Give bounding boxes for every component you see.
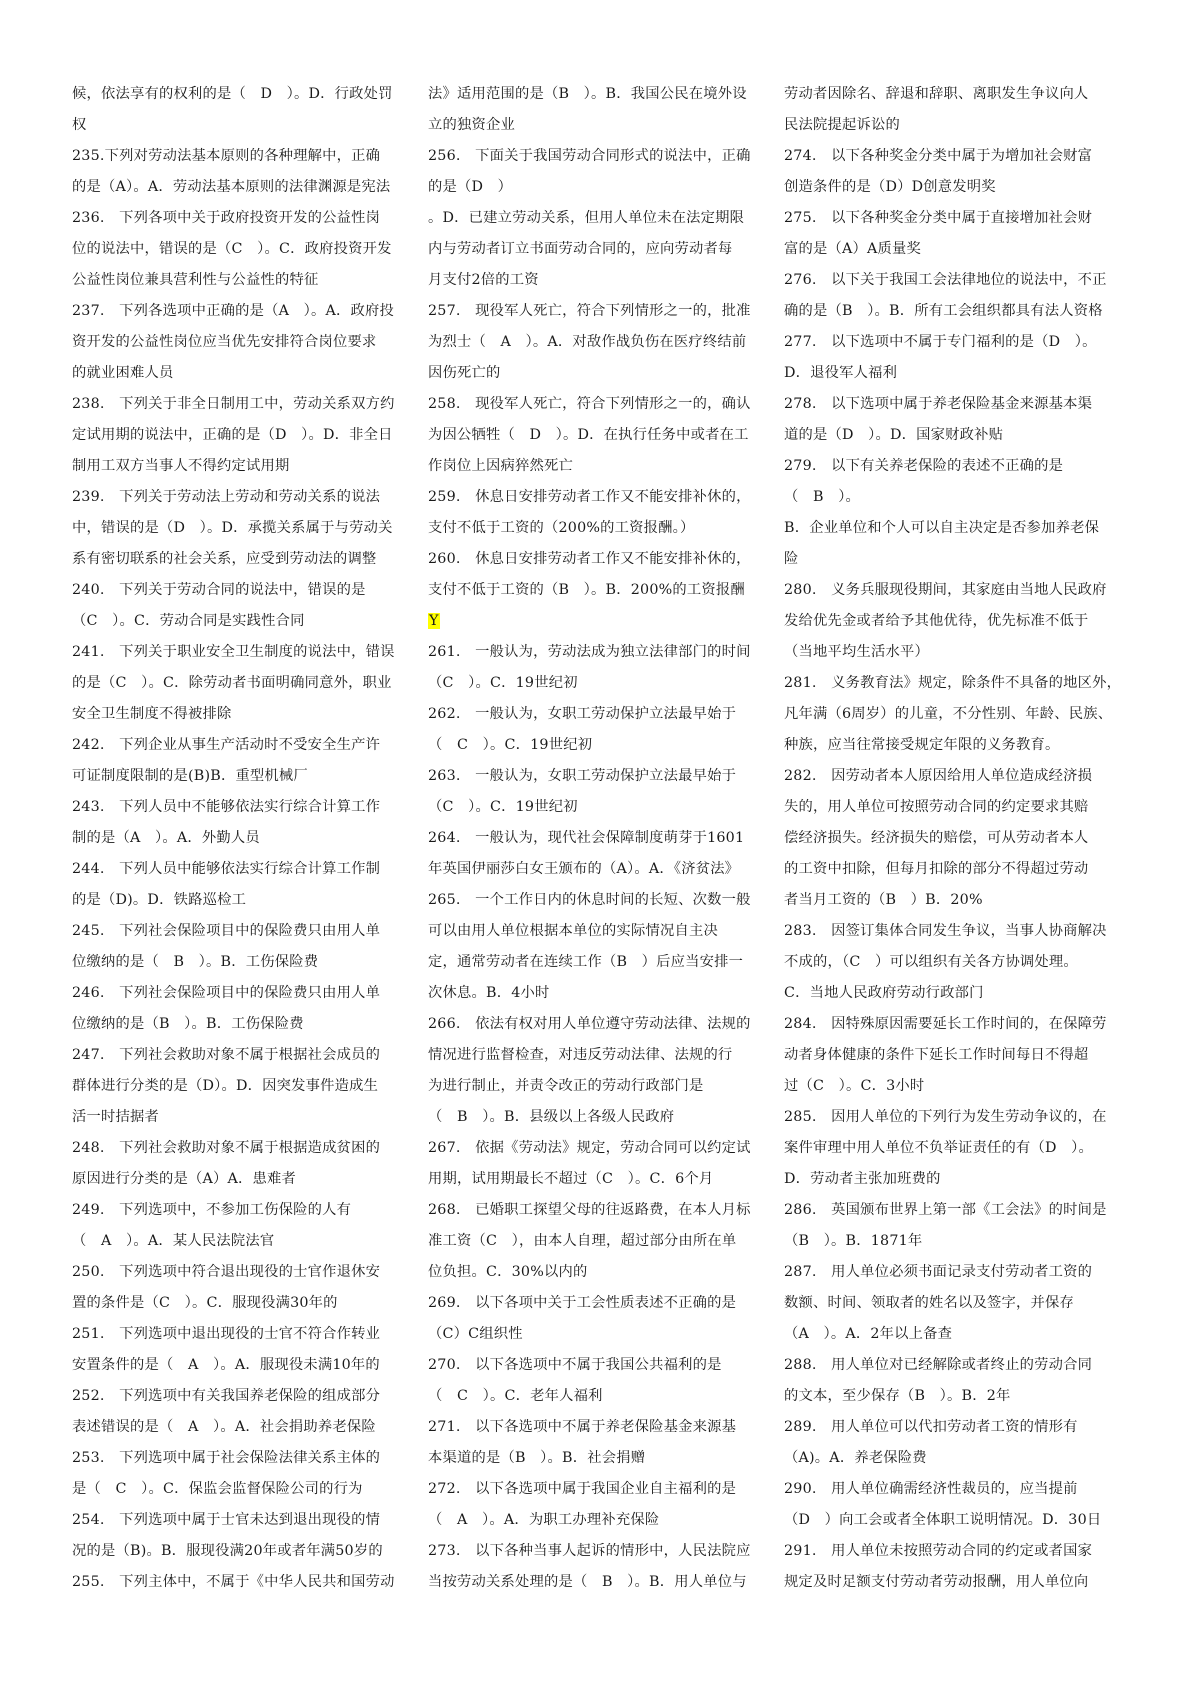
- text-line: 确的是（B ）。B．所有工会组织都具有法人资格: [784, 303, 1103, 319]
- text-line: 278. 以下选项中属于养老保险基金来源基本渠: [784, 396, 1093, 412]
- text-line: 案件审理中用人单位不负举证责任的有（D ）。: [784, 1140, 1093, 1156]
- text-line: 254. 下列选项中属于士官未达到退出现役的情: [72, 1512, 381, 1528]
- text-line: 为进行制止，并责令改正的劳动行政部门是: [428, 1078, 704, 1094]
- text-line: 的是（D ）: [428, 179, 513, 195]
- text-line: 偿经济损失。经济损失的赔偿，可从劳动者本人: [784, 830, 1089, 846]
- text-line: （A ）。A．2年以上备查: [784, 1326, 953, 1342]
- text-line: 支付不低于工资的（200%的工资报酬。）: [428, 520, 695, 536]
- text-line: 过（C ）。C．3小时: [784, 1078, 925, 1094]
- text-line: 251. 下列选项中退出现役的士官不符合作转业: [72, 1326, 381, 1342]
- text-line: 为烈士（ A ）。A．对敌作战负伤在医疗终结前: [428, 334, 747, 350]
- text-line: （C）C组织性: [428, 1326, 523, 1342]
- text-line: 系有密切联系的社会关系，应受到劳动法的调整: [72, 551, 377, 567]
- text-line: 270. 以下各选项中不属于我国公共福利的是: [428, 1357, 722, 1373]
- text-line: 265. 一个工作日内的休息时间的长短、次数一般: [428, 892, 751, 908]
- text-line: 241. 下列关于职业安全卫生制度的说法中，错误: [72, 644, 395, 660]
- text-line: 发给优先金或者给予其他优待，优先标准不低于: [784, 613, 1089, 629]
- text-line: 民法院提起诉讼的: [784, 117, 900, 133]
- text-line: 是（ C ）。C．保监会监督保险公司的行为: [72, 1481, 363, 1497]
- text-line: 262. 一般认为，女职工劳动保护立法最早始于: [428, 706, 737, 722]
- text-line: 279. 以下有关养老保险的表述不正确的是: [784, 458, 1064, 474]
- text-line: 263. 一般认为，女职工劳动保护立法最早始于: [428, 768, 737, 784]
- text-line: 。D．已建立劳动关系，但用人单位未在法定期限: [428, 210, 745, 226]
- text-line: 237. 下列各选项中正确的是（A ）。A．政府投: [72, 303, 394, 319]
- text-line: 235.下列对劳动法基本原则的各种理解中，正确: [72, 148, 381, 164]
- text-line: 创造条件的是（D）D创意发明奖: [784, 179, 996, 195]
- text-line: 236. 下列各项中关于政府投资开发的公益性岗: [72, 210, 381, 226]
- text-line: 不成的，（C ）可以组织有关各方协调处理。: [784, 954, 1078, 970]
- text-line: （当地平均生活水平）: [784, 644, 929, 660]
- text-line: D．退役军人福利: [784, 365, 898, 381]
- text-line: 287. 用人单位必须书面记录支付劳动者工资的: [784, 1264, 1093, 1280]
- text-line: 245. 下列社会保险项目中的保险费只由用人单: [72, 923, 381, 939]
- text-line: 位的说法中，错误的是（C ）。C．政府投资开发: [72, 241, 392, 257]
- text-line: 立的独资企业: [428, 117, 515, 133]
- text-line: 制用工双方当事人不得约定试用期: [72, 458, 290, 474]
- text-line: 劳动者因除名、辞退和辞职、离职发生争议向人: [784, 86, 1089, 102]
- text-line: 数额、时间、领取者的姓名以及签字，并保存: [784, 1295, 1074, 1311]
- text-line: 支付不低于工资的（B ）。B．200%的工资报酬: [428, 582, 745, 598]
- text-line: 公益性岗位兼具营利性与公益性的特征: [72, 272, 319, 288]
- text-line: D．劳动者主张加班费的: [784, 1171, 941, 1187]
- highlighted-mark: Y: [429, 613, 439, 629]
- text-line: 用期，试用期最长不超过（C ）。C．6个月: [428, 1171, 714, 1187]
- text-line: 原因进行分类的是（A）A．患难者: [72, 1171, 297, 1187]
- text-line: （C ）。C．劳动合同是实践性合同: [72, 613, 305, 629]
- text-line: 242. 下列企业从事生产活动时不受安全生产许: [72, 737, 381, 753]
- text-line: 255. 下列主体中，不属于《中华人民共和国劳动: [72, 1574, 395, 1590]
- text-column-right: [784, 79, 1131, 1598]
- text-line: 252. 下列选项中有关我国养老保险的组成部分: [72, 1388, 381, 1404]
- text-line: 置的条件是（C ）。C．服现役满30年的: [72, 1295, 338, 1311]
- text-line: 位负担。C．30%以内的: [428, 1264, 588, 1280]
- text-line: 富的是（A）A质量奖: [784, 241, 922, 257]
- text-line: 271. 以下各选项中不属于养老保险基金来源基: [428, 1419, 737, 1435]
- text-line: 280. 义务兵服现役期间，其家庭由当地人民政府: [784, 582, 1107, 598]
- text-line: 247. 下列社会救助对象不属于根据社会成员的: [72, 1047, 381, 1063]
- text-line: 制的是（A ）。A．外勤人员: [72, 830, 260, 846]
- text-line: 法》适用范围的是（B ）。B．我国公民在境外设: [428, 86, 747, 102]
- text-line: （ A ）。A．为职工办理补充保险: [428, 1512, 660, 1528]
- text-line: 282. 因劳动者本人原因给用人单位造成经济损: [784, 768, 1093, 784]
- text-line: 243. 下列人员中不能够依法实行综合计算工作: [72, 799, 381, 815]
- text-line: 为因公牺牲（ D ）。D．在执行任务中或者在工: [428, 427, 749, 443]
- text-line: 情况进行监督检查，对违反劳动法律、法规的行: [428, 1047, 733, 1063]
- text-line: 285. 因用人单位的下列行为发生劳动争议的，在: [784, 1109, 1107, 1125]
- text-line: 261. 一般认为，劳动法成为独立法律部门的时间: [428, 644, 751, 660]
- text-line: 当按劳动关系处理的是（ B ）。B．用人单位与: [428, 1574, 747, 1590]
- text-line: 244. 下列人员中能够依法实行综合计算工作制: [72, 861, 381, 877]
- text-line: 253. 下列选项中属于社会保险法律关系主体的: [72, 1450, 381, 1466]
- text-line: （ C ）。C．老年人福利: [428, 1388, 603, 1404]
- text-line: （D ）向工会或者全体职工说明情况。D．30日: [784, 1512, 1102, 1528]
- text-line: 的是（D)。D．铁路巡检工: [72, 892, 247, 908]
- text-line: 249. 下列选项中，不参加工伤保险的人有: [72, 1202, 352, 1218]
- text-line: 的工资中扣除，但每月扣除的部分不得超过劳动: [784, 861, 1089, 877]
- text-line: 260. 休息日安排劳动者工作又不能安排补休的，: [428, 551, 751, 567]
- text-line: 的是（C ）。C．除劳动者书面明确同意外，职业: [72, 675, 392, 691]
- text-line: 中，错误的是（D ）。D．承揽关系属于与劳动关: [72, 520, 393, 536]
- text-line: 权: [72, 117, 87, 133]
- text-line: 安置条件的是（ A ）。A．服现役未满10年的: [72, 1357, 380, 1373]
- text-line: 位缴纳的是（ B ）。B．工伤保险费: [72, 954, 319, 970]
- text-line: （ A ）。A．某人民法院法官: [72, 1233, 275, 1249]
- text-line: 定试用期的说法中，正确的是（D ）。D．非全日: [72, 427, 393, 443]
- text-line: 257. 现役军人死亡，符合下列情形之一的，批准: [428, 303, 751, 319]
- text-line: 可以由用人单位根据本单位的实际情况自主决: [428, 923, 718, 939]
- text-line: 可证制度限制的是(B)B．重型机械厂: [72, 768, 308, 784]
- text-line: 动者身体健康的条件下延长工作时间每日不得超: [784, 1047, 1089, 1063]
- text-line: 准工资（C ），由本人自理，超过部分由所在单: [428, 1233, 737, 1249]
- text-line: 者当月工资的（B ）B．20%: [784, 892, 983, 908]
- text-line: 290. 用人单位确需经济性裁员的，应当提前: [784, 1481, 1078, 1497]
- text-line: 种族，应当往常接受规定年限的义务教育。: [784, 737, 1060, 753]
- text-line: 286. 英国颁布世界上第一部《工会法》的时间是: [784, 1202, 1107, 1218]
- text-line: C．当地人民政府劳动行政部门: [784, 985, 984, 1001]
- text-line: 240. 下列关于劳动合同的说法中，错误的是: [72, 582, 366, 598]
- text-line: 288. 用人单位对已经解除或者终止的劳动合同: [784, 1357, 1093, 1373]
- text-line: 269. 以下各项中关于工会性质表述不正确的是: [428, 1295, 737, 1311]
- text-line: 的文本，至少保存（B ）。B．2年: [784, 1388, 1011, 1404]
- text-line: 候，依法享有的权利的是（ D ）。D．行政处罚: [72, 86, 393, 102]
- text-line: 的是（A）。A．劳动法基本原则的法律渊源是宪法: [72, 179, 391, 195]
- text-line: 246. 下列社会保险项目中的保险费只由用人单: [72, 985, 381, 1001]
- text-line: 资开发的公益性岗位应当优先安排符合岗位要求: [72, 334, 377, 350]
- text-column-left: [72, 79, 419, 1598]
- text-line: 248. 下列社会救助对象不属于根据造成贫困的: [72, 1140, 381, 1156]
- text-line: 道的是（D ）。D．国家财政补贴: [784, 427, 1004, 443]
- text-line: 作岗位上因病猝然死亡: [428, 458, 573, 474]
- text-line: （C ）。C．19世纪初: [428, 675, 578, 691]
- text-line: 256. 下面关于我国劳动合同形式的说法中，正确: [428, 148, 751, 164]
- text-line: 群体进行分类的是（D）。D．因突发事件造成生: [72, 1078, 379, 1094]
- text-line: 283. 因签订集体合同发生争议，当事人协商解决: [784, 923, 1107, 939]
- text-line: 281. 义务教育法》规定，除条件不具备的地区外，: [784, 675, 1122, 691]
- text-line: 250. 下列选项中符合退出现役的士官作退休安: [72, 1264, 381, 1280]
- text-line: 安全卫生制度不得被排除: [72, 706, 232, 722]
- text-line: 的就业困难人员: [72, 365, 174, 381]
- text-line: 291. 用人单位未按照劳动合同的约定或者国家: [784, 1543, 1093, 1559]
- text-line: 238. 下列关于非全日制用工中，劳动关系双方约: [72, 396, 395, 412]
- text-line: 定，通常劳动者在连续工作（B ）后应当安排一: [428, 954, 744, 970]
- text-line: （B ）。B．1871年: [784, 1233, 923, 1249]
- text-line: 239. 下列关于劳动法上劳动和劳动关系的说法: [72, 489, 381, 505]
- text-line: 284. 因特殊原因需要延长工作时间的，在保障劳: [784, 1016, 1107, 1032]
- text-line: 268. 已婚职工探望父母的往返路费，在本人月标: [428, 1202, 751, 1218]
- text-line: 凡年满（6周岁）的儿童，不分性别、年龄、民族、: [784, 706, 1113, 722]
- text-line: （ B ）。B．县级以上各级人民政府: [428, 1109, 675, 1125]
- text-line: 规定及时足额支付劳动者劳动报酬，用人单位向: [784, 1574, 1089, 1590]
- text-line: 276. 以下关于我国工会法律地位的说法中，不正: [784, 272, 1107, 288]
- text-line: 275. 以下各种奖金分类中属于直接增加社会财: [784, 210, 1093, 226]
- text-line: 本渠道的是（B ）。B．社会捐赠: [428, 1450, 646, 1466]
- text-line: 273. 以下各种当事人起诉的情形中，人民法院应: [428, 1543, 751, 1559]
- text-line: B．企业单位和个人可以自主决定是否参加养老保: [784, 520, 1100, 536]
- text-column-middle: [428, 79, 775, 1598]
- text-line: 264. 一般认为，现代社会保障制度萌芽于1601: [428, 830, 745, 846]
- text-line: 活一时拮据者: [72, 1109, 159, 1125]
- text-line: 位缴纳的是（B ）。B．工伤保险费: [72, 1016, 304, 1032]
- text-line: 274. 以下各种奖金分类中属于为增加社会财富: [784, 148, 1093, 164]
- text-line: 277. 以下选项中不属于专门福利的是（D ）。: [784, 334, 1097, 350]
- text-line: （A)。A．养老保险费: [784, 1450, 927, 1466]
- text-line: （C ）。C．19世纪初: [428, 799, 578, 815]
- text-line: 266. 依法有权对用人单位遵守劳动法律、法规的: [428, 1016, 751, 1032]
- text-line: 267. 依据《劳动法》规定，劳动合同可以约定试: [428, 1140, 751, 1156]
- text-line: [428, 606, 775, 637]
- text-line: 289. 用人单位可以代扣劳动者工资的情形有: [784, 1419, 1078, 1435]
- text-line: 258. 现役军人死亡，符合下列情形之一的，确认: [428, 396, 751, 412]
- text-line: 次休息。B．4小时: [428, 985, 550, 1001]
- text-line: 年英国伊丽莎白女王颁布的（A）。A．《济贫法》: [428, 861, 740, 877]
- text-line: 259. 休息日安排劳动者工作又不能安排补休的，: [428, 489, 751, 505]
- text-line: 因伤死亡的: [428, 365, 501, 381]
- text-line: （ C ）。C．19世纪初: [428, 737, 593, 753]
- text-line: 失的，用人单位可按照劳动合同的约定要求其赔: [784, 799, 1089, 815]
- text-line: 表述错误的是（ A ）。A．社会捐助养老保险: [72, 1419, 376, 1435]
- text-line: 月支付2倍的工资: [428, 272, 539, 288]
- text-line: （ B ）。: [784, 489, 861, 505]
- text-line: 险: [784, 551, 799, 567]
- text-line: 况的是（B)。B．服现役满20年或者年满50岁的: [72, 1543, 383, 1559]
- text-line: 272. 以下各选项中属于我国企业自主福利的是: [428, 1481, 737, 1497]
- text-line: 内与劳动者订立书面劳动合同的，应向劳动者每: [428, 241, 733, 257]
